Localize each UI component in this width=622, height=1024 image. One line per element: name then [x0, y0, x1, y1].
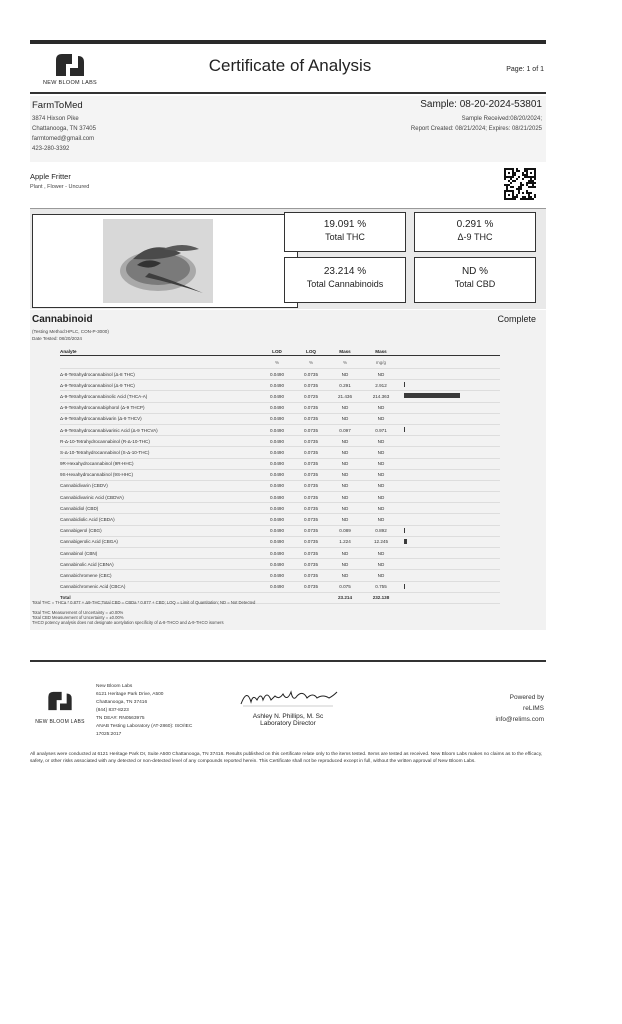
unit-analyte [60, 356, 260, 369]
bar-cell [400, 380, 500, 391]
mass-pct-cell: 1.224 [328, 536, 362, 547]
page-title: Certificate of Analysis [208, 56, 372, 75]
report-dates: Report Created: 08/21/2024; Expires: 08/21/2025 [410, 126, 542, 132]
unit-mass-pct: % [328, 356, 362, 369]
col-mass-pct: Mass [328, 348, 362, 356]
mass-pct-cell: ND [328, 492, 362, 503]
bar-cell [400, 570, 500, 581]
loq-cell: 0.0725 [294, 391, 328, 402]
client-phone: 423-280-3392 [32, 146, 70, 152]
total-cannabinoids-card [284, 257, 406, 303]
uncertainty-cbd: Total CBD Measurement of Uncertainty = ±0.00% [32, 615, 124, 620]
lod-cell: 0.0490 [260, 447, 294, 458]
mass-mg-cell: 0.755 [362, 581, 400, 592]
analyte-cell: Cannabichromene (CBC) [60, 570, 260, 581]
lod-cell: 0.0490 [260, 402, 294, 413]
table-header-row [60, 348, 500, 356]
mass-pct-cell: ND [328, 369, 362, 380]
analyte-cell: Cannabidivarin (CBDV) [60, 480, 260, 491]
product-type: Plant , Flower - Uncured [30, 184, 90, 190]
total-thc-label: Total THC [325, 232, 365, 242]
mass-mg-cell: 0.892 [362, 525, 400, 536]
lod-cell: 0.0490 [260, 458, 294, 469]
footer-logo-icon [45, 690, 75, 712]
client-name: FarmToMed [32, 100, 83, 111]
total-cbd-card [414, 257, 536, 303]
mass-mg-cell: ND [362, 413, 400, 424]
director-title: Laboratory Director [260, 720, 316, 727]
lod-cell: 0.0490 [260, 424, 294, 435]
table-row [60, 458, 500, 469]
lab-name: New Bloom Labs [96, 684, 133, 689]
mass-mg-cell: ND [362, 469, 400, 480]
mass-pct-cell: 0.075 [328, 581, 362, 592]
loq-cell: 0.0735 [294, 436, 328, 447]
table-row [60, 548, 500, 559]
mass-mg-cell: ND [362, 559, 400, 570]
lod-cell: 0.0490 [260, 570, 294, 581]
total-cbd-label: Total CBD [454, 279, 496, 289]
bar-cell [400, 369, 500, 380]
mass-mg-cell: ND [362, 480, 400, 491]
mass-pct-cell: ND [328, 436, 362, 447]
bar-cell [400, 480, 500, 491]
lod-cell: 0.0490 [260, 369, 294, 380]
mass-mg-cell: 2.912 [362, 380, 400, 391]
mass-mg-cell: 12.245 [362, 536, 400, 547]
total-loq [294, 592, 328, 603]
mass-pct-cell: 0.291 [328, 380, 362, 391]
lab-phone: (844) 837-8223 [96, 708, 129, 713]
analyte-cell: Δ-9-Tetrahydrocannabivarinic Acid (Δ-9 THCVA) [60, 424, 260, 435]
lod-cell: 0.0490 [260, 436, 294, 447]
bar-cell [400, 469, 500, 480]
bar-cell [400, 503, 500, 514]
bar-cell [400, 436, 500, 447]
total-thc-card [284, 212, 406, 252]
total-cannabinoids-value: 23.214 % [323, 266, 367, 277]
director-name: Ashley N. Phillips, M. Sc [252, 713, 324, 720]
sample-received: Sample Received:08/20/2024; [461, 116, 542, 122]
total-lod [260, 592, 294, 603]
product-panel [30, 166, 546, 206]
lod-cell: 0.0490 [260, 380, 294, 391]
mass-bar [404, 584, 405, 589]
bar-cell [400, 559, 500, 570]
footer-brand-name: NEW BLOOM LABS [35, 719, 85, 725]
col-loq: LOQ [294, 348, 328, 356]
mass-pct-cell: ND [328, 503, 362, 514]
lims-email-link[interactable]: info@relims.com [495, 716, 544, 723]
d9-thc-label: Δ-9 THC [457, 232, 493, 242]
lod-cell: 0.0490 [260, 413, 294, 424]
table-row [60, 469, 500, 480]
unit-loq: % [294, 356, 328, 369]
lod-cell: 0.0490 [260, 492, 294, 503]
lims-name: reLIMS [523, 705, 544, 712]
col-analyte: Analyte [60, 348, 260, 356]
lod-cell: 0.0490 [260, 525, 294, 536]
cannabinoid-status: Complete [497, 314, 536, 324]
unit-bar [400, 356, 500, 369]
qr-code-icon[interactable] [504, 168, 536, 200]
mass-mg-cell: ND [362, 458, 400, 469]
bar-cell [400, 581, 500, 592]
uncertainty-thc: Total THC Measurement of Uncertainty = ±0.00% [32, 610, 124, 615]
analyte-cell: 9S-Hexahydrocannabinol (9S-HHC) [60, 469, 260, 480]
mass-bar [404, 427, 405, 432]
loq-cell: 0.0735 [294, 581, 328, 592]
mass-bar [404, 382, 405, 387]
lod-cell: 0.0490 [260, 391, 294, 402]
analyte-cell: 9R-Hexahydrocannabinol (9R-HHC) [60, 458, 260, 469]
col-mass-mg: Mass [362, 348, 400, 356]
table-row [60, 447, 500, 458]
loq-cell: 0.0735 [294, 424, 328, 435]
footer-rule [30, 660, 546, 662]
lod-cell: 0.0490 [260, 469, 294, 480]
analyte-cell: Δ-9-Tetrahydrocannabivarin (Δ-9 THCV) [60, 413, 260, 424]
mass-pct-cell: ND [328, 402, 362, 413]
analyte-cell: Δ-9-Tetrahydrocannabinolic Acid (THCA-A) [60, 391, 260, 402]
table-row [60, 380, 500, 391]
analyte-cell: Cannabinolic Acid (CBNA) [60, 559, 260, 570]
mass-bar [404, 539, 407, 544]
page-number: Page: 1 of 1 [506, 66, 544, 73]
mass-pct-cell: ND [328, 469, 362, 480]
lab-logo-icon [52, 52, 88, 78]
mass-mg-cell: ND [362, 447, 400, 458]
bar-cell [400, 536, 500, 547]
loq-cell: 0.0735 [294, 548, 328, 559]
header-rule [30, 92, 546, 94]
mass-pct-cell: 0.089 [328, 525, 362, 536]
lab-accreditation: ANAB Testing Laboratory (AT-2860): ISO/IEC [96, 724, 193, 729]
mass-pct-cell: ND [328, 548, 362, 559]
bar-cell [400, 447, 500, 458]
lod-cell: 0.0490 [260, 503, 294, 514]
mass-pct-cell: ND [328, 559, 362, 570]
loq-cell: 0.0735 [294, 402, 328, 413]
flower-image-icon [103, 219, 213, 303]
loq-cell: 0.0735 [294, 380, 328, 391]
cannabinoid-title: Cannabinoid [32, 314, 93, 325]
loq-cell: 0.0735 [294, 503, 328, 514]
mass-pct-cell: ND [328, 413, 362, 424]
units-row [60, 356, 500, 369]
analyte-cell: Δ-9-Tetrahydrocannabiphorol (Δ-9 THCP) [60, 402, 260, 413]
mass-pct-cell: ND [328, 514, 362, 525]
analyte-cell: Cannabichromenic Acid (CBCA) [60, 581, 260, 592]
mass-pct-cell: ND [328, 480, 362, 491]
sample-photo [32, 214, 298, 308]
mass-mg-cell: ND [362, 369, 400, 380]
loq-cell: 0.0735 [294, 469, 328, 480]
bar-cell [400, 548, 500, 559]
lab-iso: 17025:2017 [96, 732, 122, 737]
disclaimer: All analyses were conducted at 6121 Heritage Park Dr, Suite A500 Chattanooga, TN 37416. Results published on this certificate relate only to the items tested. Items are tested as received. New Bloom Labs makes no claims as to the efficacy, safety, or other risks associated with any detected or non-detected level of any compounds reported herein. This Certificate shall not be reproduced except in full, without the written approval of New Bloom Labs. [30, 752, 543, 764]
loq-cell: 0.0735 [294, 514, 328, 525]
table-row [60, 391, 500, 402]
mass-pct-cell: ND [328, 447, 362, 458]
formula-note: Total THC = THCa * 0.877 + Δ9-THC;Total CBD = CBDa * 0.877 + CBD; LOQ = Limit of Quantitation; ND = Not Detected [32, 600, 256, 605]
mass-pct-cell: 21.436 [328, 391, 362, 402]
signature-block [228, 686, 348, 727]
lod-cell: 0.0490 [260, 536, 294, 547]
total-cannabinoids-label: Total Cannabinoids [306, 279, 384, 289]
analyte-cell: Cannabinol (CBN) [60, 548, 260, 559]
total-mass-pct: 23.214 [328, 592, 362, 603]
analyte-cell: Cannabidivarinic Acid (CBDVA) [60, 492, 260, 503]
bar-cell [400, 525, 500, 536]
top-rule [30, 40, 546, 44]
loq-cell: 0.0735 [294, 559, 328, 570]
unit-mass-mg: mg/g [362, 356, 400, 369]
table-row [60, 559, 500, 570]
loq-cell: 0.0735 [294, 447, 328, 458]
table-row [60, 525, 500, 536]
col-bar [400, 348, 500, 356]
lab-brand-name: NEW BLOOM LABS [42, 80, 98, 86]
mass-pct-cell: 0.097 [328, 424, 362, 435]
lab-logo [30, 52, 110, 92]
table-row [60, 536, 500, 547]
mass-mg-cell: ND [362, 402, 400, 413]
bar-cell [400, 413, 500, 424]
lab-address-1: 6121 Heritage Park Drive, A500 [96, 692, 164, 697]
table-row [60, 492, 500, 503]
total-bar [400, 592, 500, 603]
thco-note: THCO potency analysis does not designate acetylation specificity of Δ-8-THCO and Δ-9-THCO isomers [32, 620, 224, 625]
bar-cell [400, 492, 500, 503]
table-row [60, 369, 500, 380]
lod-cell: 0.0490 [260, 548, 294, 559]
lod-cell: 0.0490 [260, 559, 294, 570]
footer-lab-logo [30, 690, 90, 725]
loq-cell: 0.0735 [294, 536, 328, 547]
loq-cell: 0.0735 [294, 480, 328, 491]
d9-thc-value: 0.291 % [456, 219, 494, 230]
client-panel [30, 96, 546, 162]
date-tested: Date Tested: 08/20/2024 [32, 336, 82, 341]
table-row [60, 514, 500, 525]
cannabinoid-section [30, 310, 546, 630]
table-row [60, 436, 500, 447]
lod-cell: 0.0490 [260, 514, 294, 525]
mass-pct-cell: ND [328, 570, 362, 581]
analyte-cell: Cannabidiolic Acid (CBDA) [60, 514, 260, 525]
testing-method: (Testing Method:HPLC, CON-P-3000) [32, 329, 109, 334]
analyte-cell: S-Δ-10-Tetrahydrocannabinol (S-Δ-10-THC) [60, 447, 260, 458]
analyte-cell: Δ-8-Tetrahydrocannabinol (Δ-8 THC) [60, 369, 260, 380]
mass-mg-cell: 214.363 [362, 391, 400, 402]
loq-cell: 0.0735 [294, 413, 328, 424]
loq-cell: 0.0735 [294, 458, 328, 469]
analyte-cell: Cannabigerol (CBG) [60, 525, 260, 536]
client-email: farmtomed@gmail.com [32, 136, 95, 142]
analyte-cell: Cannabigerolic Acid (CBGA) [60, 536, 260, 547]
loq-cell: 0.0735 [294, 369, 328, 380]
client-address-2: Chattanooga, TN 37405 [32, 126, 96, 132]
mass-mg-cell: ND [362, 570, 400, 581]
analyte-cell: Cannabidiol (CBD) [60, 503, 260, 514]
product-name: Apple Fritter [30, 172, 71, 181]
bar-cell [400, 458, 500, 469]
powered-by: Powered by [509, 694, 544, 701]
table-row [60, 424, 500, 435]
total-label: Total [60, 592, 260, 603]
loq-cell: 0.0735 [294, 525, 328, 536]
mass-mg-cell: 0.971 [362, 424, 400, 435]
lod-cell: 0.0490 [260, 581, 294, 592]
mass-pct-cell: ND [328, 458, 362, 469]
analyte-cell: R-Δ-10-Tetrahydrocannabinol (R-Δ-10-THC) [60, 436, 260, 447]
signature-image [233, 686, 343, 708]
mass-mg-cell: ND [362, 548, 400, 559]
unit-lod: % [260, 356, 294, 369]
total-cbd-value: ND % [461, 266, 489, 277]
sample-id: Sample: 08-20-2024-53801 [420, 99, 542, 110]
table-row [60, 581, 500, 592]
mass-bar [404, 393, 460, 398]
analyte-cell: Δ-9-Tetrahydrocannabinol (Δ-9 THC) [60, 380, 260, 391]
col-lod: LOD [260, 348, 294, 356]
lab-address-2: Chattanooga, TN 37416 [96, 700, 148, 705]
total-thc-value: 19.091 % [323, 219, 367, 230]
table-row [60, 503, 500, 514]
mass-bar [404, 528, 405, 533]
total-mass-mg: 232.138 [362, 592, 400, 603]
mass-mg-cell: ND [362, 492, 400, 503]
mass-mg-cell: ND [362, 514, 400, 525]
table-row [60, 570, 500, 581]
table-row [60, 402, 500, 413]
d9-thc-card [414, 212, 536, 252]
bar-cell [400, 391, 500, 402]
client-address-1: 3874 Hixson Pike [32, 116, 79, 122]
bar-cell [400, 424, 500, 435]
summary-panel [30, 208, 546, 309]
lab-dea: TN DEA#: RN0563975 [96, 716, 145, 721]
cannabinoid-table [60, 348, 500, 604]
bar-cell [400, 402, 500, 413]
lod-cell: 0.0490 [260, 480, 294, 491]
loq-cell: 0.0735 [294, 492, 328, 503]
table-row [60, 413, 500, 424]
bar-cell [400, 514, 500, 525]
mass-mg-cell: ND [362, 503, 400, 514]
loq-cell: 0.0735 [294, 570, 328, 581]
table-row [60, 480, 500, 491]
mass-mg-cell: ND [362, 436, 400, 447]
